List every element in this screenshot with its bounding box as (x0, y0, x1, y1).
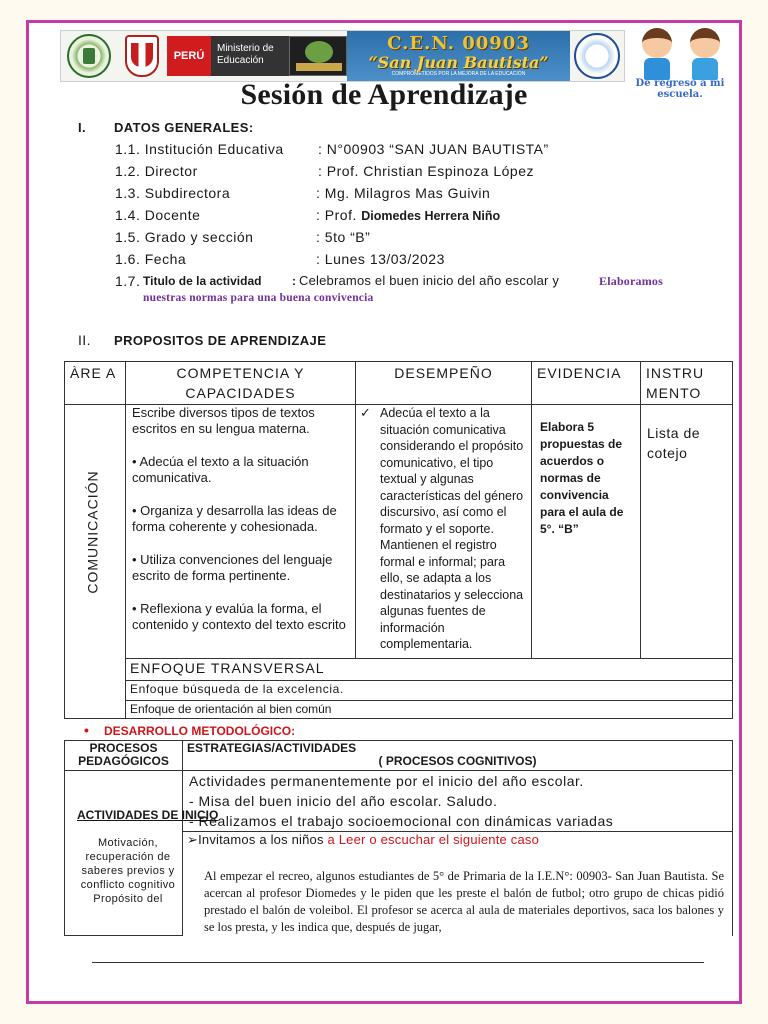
evidencia-cell: Elabora 5 propuestas de acuerdos o normas de convivencia para el aula de 5°. “B” (532, 405, 641, 659)
header-competencia: COMPETENCIA Y CAPACIDADES (126, 362, 356, 405)
school-seal-icon (574, 33, 620, 79)
competencia-item: • Organiza y desarrolla las ideas de forma coherente y cohesionada. (132, 503, 337, 534)
permanent-activity: Actividades permanentemente por el inicio del año escolar. (189, 773, 584, 789)
header-estrategias (183, 741, 733, 771)
header-procesos: PROCESOS PEDAGÓGICOS (65, 741, 183, 771)
area-cell (65, 405, 126, 719)
inicio-label: ACTIVIDADES DE INICIO (77, 808, 219, 822)
table-header-row (65, 741, 733, 771)
desempeno-cell (356, 405, 532, 659)
general-row-value: : Prof. Christian Espinoza López (318, 163, 534, 179)
header-banner (60, 30, 625, 82)
peru-coat-of-arms-icon (125, 35, 159, 77)
docente-name: Diomedes Herrera Niño (361, 209, 501, 223)
competencia-item: • Reflexiona y evalúa la forma, el contenido y contexto del texto escrito (132, 601, 346, 632)
permanent-activities-cell (183, 771, 733, 832)
section2-title: PROPOSITOS DE APRENDIZAJE (114, 333, 327, 348)
competencia-item: • Utiliza convenciones del lenguaje escrito de forma pertinente. (132, 552, 333, 583)
boy-icon (634, 26, 678, 82)
table-row (65, 771, 733, 832)
activity-label: Titulo de la actividad (143, 274, 262, 288)
competencia-item: • Adecúa el texto a la situación comunicativa. (132, 454, 309, 485)
table-row (65, 681, 733, 701)
activity-value-highlight: Elaboramos (599, 274, 664, 288)
completa-logo-icon (289, 36, 347, 76)
header-evidencia: EVIDENCIA (532, 362, 641, 405)
checkmark-icon: ✓ (360, 405, 371, 420)
arrow-bullet-icon: ➢ (187, 832, 199, 847)
general-row-label: 1.4. Docente (115, 207, 201, 223)
inicio-description: Motivación, recuperación de saberes previos y conflicto cognitivo Propósito del (80, 837, 176, 905)
section2-heading (78, 332, 326, 348)
ministry-label: Ministerio de Educación (211, 36, 289, 76)
header-estrategias-sub: ( PROCESOS COGNITIVOS) (378, 754, 537, 768)
regional-seal-icon (67, 34, 111, 78)
case-story: Al empezar el recreo, algunos estudiantes de 5° de Primaria de la I.E.N°: 00903- San Juan Bautista. Se acercan al profesor Diomedes y le piden que les preste el balón de futbol; otro grupo de chicas pidió prestado el balón de voleibol. El profesor se acerca al aula de materiales deportivos, saca los balones y se los presta, y les indica que, después de jugar, (204, 869, 724, 934)
section1-title: DATOS GENERALES: (114, 120, 254, 135)
footer-divider (92, 962, 704, 963)
general-row-label: 1.6. Fecha (115, 251, 187, 267)
invite-text: Invitamos a los niños (198, 832, 328, 847)
school-name: “San Juan Bautista” (368, 53, 549, 72)
general-row-label: 1.1. Institución Educativa (115, 141, 284, 157)
permanent-activity: - Misa del buen inicio del año escolar. Saludo. (189, 793, 498, 809)
header-desempeno: DESEMPEÑO (356, 362, 532, 405)
activity-colon: : (292, 274, 296, 288)
page-title: Sesión de Aprendizaje (240, 78, 528, 111)
kids-caption: De regreso a mi escuela. (635, 78, 725, 100)
general-row-value: : Lunes 13/03/2023 (316, 251, 445, 267)
table-header-row (65, 362, 733, 405)
header-instrumento: INSTRU MENTO (641, 362, 733, 405)
enfoque-item: Enfoque búsqueda de la excelencia. (126, 681, 733, 701)
docente-prefix: : Prof. (316, 207, 362, 223)
section2-number: II. (78, 332, 91, 348)
school-name-banner (347, 31, 570, 81)
general-row-value: : 5to “B” (316, 229, 371, 245)
general-row-label: 1.2. Director (115, 163, 198, 179)
activity-number: 1.7. (115, 273, 141, 289)
enfoque-item: Enfoque de orientación al bien común (126, 701, 733, 719)
activity-value-highlight-cont: nuestras normas para una buena convivencia (143, 292, 374, 304)
general-row-label: 1.5. Grado y sección (115, 229, 254, 245)
table-row (65, 405, 733, 659)
desempeno-text: Adecúa el texto a la situación comunicativa considerando el propósito comunicativo, el tipo textual y algunas características del género discursivo, así como el formato y el soporte. Mantienen el registro formal e informal; para ello, se adapta a los destinatarios y selecciona algunas fuentes de información complementaria. (380, 406, 524, 651)
area-label: COMUNICACIÓN (85, 470, 102, 594)
girl-icon (682, 26, 726, 82)
general-row-value: : Mg. Milagros Mas Guivin (316, 185, 491, 201)
purposes-table (64, 361, 733, 719)
school-code: C.E.N. 00903 (387, 33, 530, 54)
header-area: ÀRE A (65, 362, 126, 405)
peru-label: PERÚ (167, 36, 211, 76)
enfoque-title: ENFOQUE TRANSVERSAL (126, 659, 733, 681)
section1-number: I. (78, 120, 87, 135)
permanent-activity: - Realizamos el trabajo socioemocional con dinámicas variadas (189, 813, 614, 829)
school-tagline: COMPROMETIDOS POR LA MEJORA DE LA EDUCACIÓN (391, 71, 526, 77)
activity-value: Celebramos el buen inicio del año escolar y (299, 273, 560, 288)
competencia-item: Escribe diversos tipos de textos escritos en su lengua materna. (132, 405, 315, 436)
general-row-label: 1.3. Subdirectora (115, 185, 231, 201)
invite-text-highlight: a Leer o escuchar el siguiente caso (327, 832, 540, 847)
general-row-value: : N°00903 “SAN JUAN BAUTISTA” (318, 141, 549, 157)
section1-heading (78, 120, 254, 135)
desarrollo-heading: • DESARROLLO METODOLÓGICO: (104, 724, 295, 738)
general-row-value (316, 207, 500, 223)
instrumento-cell: Lista de cotejo (641, 405, 733, 659)
table-row (65, 701, 733, 719)
competencia-cell (126, 405, 356, 659)
header-estrategias-title: ESTRATEGIAS/ACTIVIDADES (187, 741, 357, 755)
table-row (65, 659, 733, 681)
